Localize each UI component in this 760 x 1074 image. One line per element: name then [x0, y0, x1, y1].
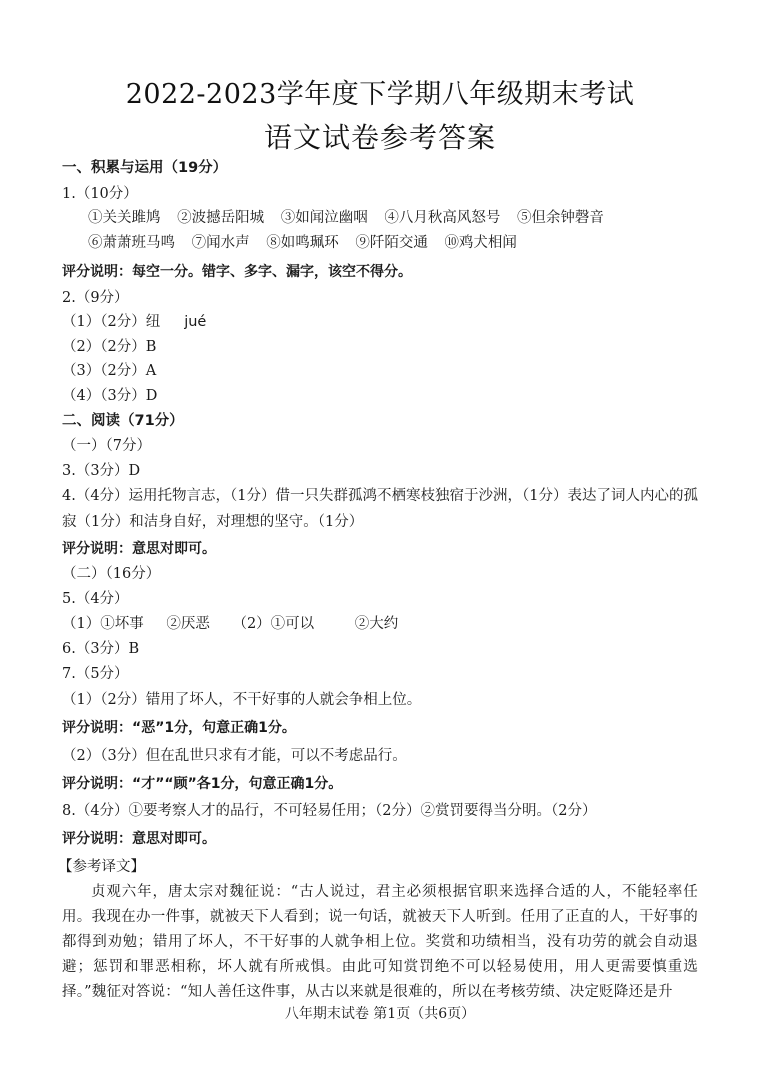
question-4: 4.（4分）运用托物言志，（1分）借一只失群孤鸿不栖寒枝独宿于沙洲，（1分）表达了词人内心的孤寂（1分）和洁身自好，对理想的坚守。（1分）	[62, 488, 699, 530]
question-6: 6.（3分）B	[62, 641, 140, 657]
section-heading-2: 二、阅读（71分）	[62, 413, 184, 429]
question-3: 3.（3分）D	[62, 463, 141, 479]
part-1-label: （一）（7分）	[62, 438, 151, 454]
question-5-label: 5.（4分）	[62, 591, 129, 607]
document-subtitle: 语文试卷参考答案	[263, 121, 496, 154]
answer-item: ①关关雎鸠	[88, 210, 161, 226]
scoring-note: 评分说明：“恶”1分，句意正确1分。	[62, 720, 296, 736]
pinyin-answer: jué	[184, 314, 207, 330]
question-1-answers-row2	[88, 233, 517, 253]
section-heading-1: 一、积累与运用（19分）	[62, 160, 228, 176]
part-2-label: （二）（16分）	[62, 566, 161, 582]
scoring-note: 评分说明：意思对即可。	[62, 831, 216, 847]
answer-item: ③如闻泣幽咽	[280, 210, 368, 226]
question-8: 8.（4分）①要考察人才的品行，不可轻易任用；（2分）②赏罚要得当分明。（2分）	[62, 803, 597, 819]
document-title: 2022-2023学年度下学期八年级期末考试	[125, 79, 635, 110]
question-2-1: （1）（2分）纽 jué	[62, 314, 207, 330]
reference-translation-heading: 【参考译文】	[58, 859, 145, 875]
answer-item: ⑥萧萧班马鸣	[88, 235, 175, 251]
question-1-label: 1.（10分）	[62, 186, 138, 202]
answer-item: ⑧如鸣珮环	[266, 235, 339, 251]
answer-item: ⑨阡陌交通	[355, 235, 428, 251]
question-2-label: 2.（9分）	[62, 290, 129, 306]
answer-item: ④八月秋高风怒号	[384, 210, 501, 226]
scoring-note: 评分说明：每空一分。错字、多字、漏字，该空不得分。	[62, 264, 412, 280]
answer-item: ⑤但余钟磬音	[516, 210, 604, 226]
answer-item: ②波撼岳阳城	[177, 210, 265, 226]
scoring-note: 评分说明：意思对即可。	[62, 541, 216, 557]
answer-item: ⑩鸡犬相闻	[444, 235, 517, 251]
question-5-answers: （1）①坏事 ②厌恶 （2）①可以 ②大约	[62, 616, 399, 632]
question-2-2: （2）（2分）B	[62, 339, 157, 355]
question-7-2: （2）（3分）但在乱世只求有才能，可以不考虑品行。	[62, 748, 407, 764]
question-2-4: （4）（3分）D	[62, 388, 158, 404]
question-1-answers-row1	[88, 208, 604, 228]
reference-translation-text: 贞观六年，唐太宗对魏征说：“古人说过，君主必须根据官职来选择合适的人，不能轻率任用。我现在办一件事，就被天下人看到；说一句话，就被天下人听到。任用了正直的人，干好事的都得到劝勉；错用了坏人，不干好事的人就争相上位。奖赏和功绩相当，没有功劳的就会自动退避；惩罚和罪恶相称，坏人就有所戒惧。由此可知赏罚绝不可以轻易使用，用人更需要慎重选择。”魏征对答说：“知人善任这件事，从古以来就是很难的，所以在考核劳绩、决定贬降还是升	[62, 884, 698, 1000]
page-footer: 八年期末试卷 第1页（共6页）	[284, 1006, 476, 1022]
question-7-label: 7.（5分）	[62, 666, 129, 682]
question-2-3: （3）（2分）A	[62, 363, 157, 379]
scoring-note: 评分说明：“才”“顾”各1分，句意正确1分。	[62, 776, 343, 792]
answer-item: ⑦闻水声	[191, 235, 250, 251]
question-7-1: （1）（2分）错用了坏人，不干好事的人就会争相上位。	[62, 692, 422, 708]
